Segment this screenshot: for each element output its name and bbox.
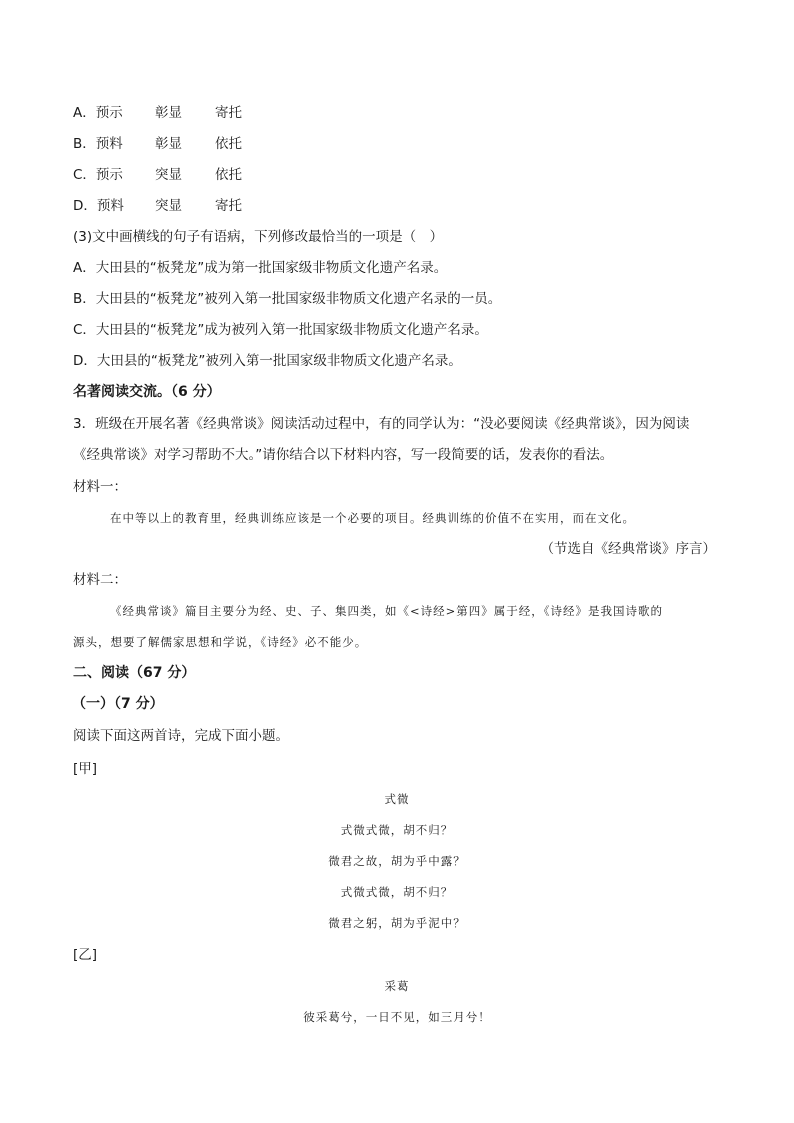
option-b	[73, 134, 242, 154]
material1-title: 材料一：	[73, 479, 127, 495]
material1-text: 在中等以上的教育里，经典训练应该是一个必要的项目。经典训练的价值不在实用，而在文化。	[110, 511, 635, 525]
option-word-2: 依托	[215, 167, 242, 183]
option-label: A．预示	[73, 105, 123, 121]
material1-source: （节选自《经典常谈》序言）	[540, 541, 716, 557]
option-word-2: 依托	[215, 136, 242, 152]
poem-jia-line: 微君之躬，胡为乎泥中？	[328, 916, 466, 930]
material2-title: 材料二：	[73, 572, 127, 588]
option-word-2: 寄托	[215, 198, 242, 214]
option-label: B．预料	[73, 136, 123, 152]
poem-jia-label: [甲]	[73, 761, 98, 777]
poem-yi-label: [乙]	[73, 947, 98, 963]
material2-line2: 源头，想要了解儒家思想和学说，《诗经》必不能少。	[73, 635, 368, 649]
subsection-heading-one: （一）（7 分）	[72, 696, 164, 712]
option-d	[73, 196, 242, 216]
poem-jia-line: 式微式微，胡不归？	[340, 885, 454, 899]
material2-line1: 《经典常谈》篇目主要分为经、史、子、集四类，如《<诗经>第四》属于经，《诗经》是我国诗歌的	[110, 604, 664, 618]
q3-prompt-line2: 《经典常谈》对学习帮助不大。”请你结合以下材料内容，写一段简要的话，发表你的看法。	[73, 447, 614, 463]
poem-jia-title: 式微	[384, 792, 410, 806]
option-word-1: 彰显	[155, 105, 182, 121]
option-word-1: 突显	[155, 167, 182, 183]
option-label: D．预料	[73, 198, 124, 214]
q3-prompt-line1: 3．班级在开展名著《经典常谈》阅读活动过程中，有的同学认为：“没必要阅读《经典常谈》，因为阅读	[73, 416, 690, 432]
instruction: 阅读下面这两首诗，完成下面小题。	[73, 728, 289, 744]
option-label: C．预示	[73, 167, 123, 183]
q3-option-a: A．大田县的“板凳龙”成为第一批国家级非物质文化遗产名录。	[73, 260, 448, 276]
poem-yi-line: 彼采葛兮，一日不见，如三月兮！	[303, 1010, 491, 1024]
option-word-1: 突显	[155, 198, 182, 214]
q3-option-d: D．大田县的“板凳龙”被列入第一批国家级非物质文化遗产名录。	[73, 353, 462, 369]
poem-jia-line: 微君之故，胡为乎中露？	[328, 854, 466, 868]
poem-yi-title: 采葛	[384, 979, 410, 993]
q3-option-b: B．大田县的“板凳龙”被列入第一批国家级非物质文化遗产名录的一员。	[73, 291, 502, 307]
option-word-1: 彰显	[155, 136, 182, 152]
option-a	[73, 103, 242, 123]
section-heading-reading-exchange: 名著阅读交流。（6 分）	[73, 384, 221, 400]
option-word-2: 寄托	[215, 105, 242, 121]
section-heading-reading: 二、阅读（67 分）	[73, 665, 196, 681]
q3-stem: (3)文中画横线的句子有语病，下列修改最恰当的一项是（ ）	[73, 229, 444, 245]
option-c	[73, 165, 242, 185]
poem-jia-line: 式微式微，胡不归？	[340, 823, 454, 837]
q3-option-c: C．大田县的“板凳龙”成为被列入第一批国家级非物质文化遗产名录。	[73, 322, 488, 338]
